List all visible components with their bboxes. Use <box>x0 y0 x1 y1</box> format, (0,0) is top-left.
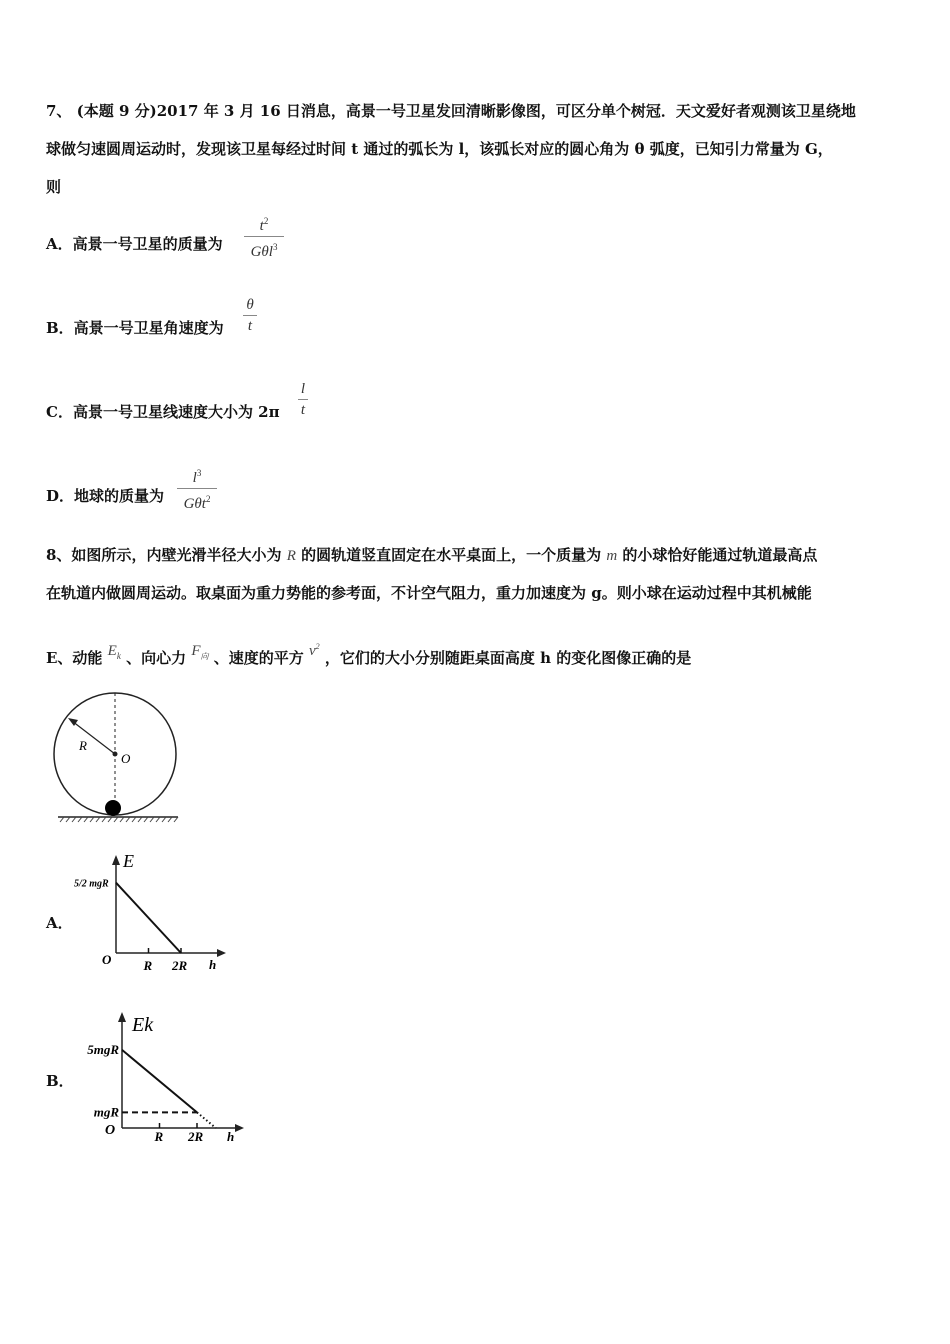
q7-option-b[interactable] <box>46 318 224 338</box>
ball <box>105 800 121 816</box>
y-axis-arrow <box>118 1012 126 1022</box>
y-tick-label: mgR <box>93 1104 119 1120</box>
frac-den: Gθl <box>250 244 273 260</box>
x-tick-label: 2R <box>188 1129 204 1144</box>
option-a-chart <box>72 850 232 978</box>
frac-den-sup: 3 <box>272 242 278 252</box>
x-tick-label: R <box>143 958 153 973</box>
q8-option-b-label: B． <box>46 1072 74 1090</box>
y-tick-label: 5mgR <box>87 1041 119 1057</box>
frac-num: θ <box>246 297 254 313</box>
radius-label: R <box>79 738 87 753</box>
x-tick-label: R <box>154 1129 164 1144</box>
x-axis-arrow <box>217 949 226 957</box>
x-axis-label: h <box>227 1129 235 1144</box>
q8-text: 的圆轨道竖直固定在水平桌面上，一个质量为 <box>301 546 602 564</box>
q8-option-a-label: A． <box>46 914 73 932</box>
q7-line-2: 球做匀速圆周运动时，发现该卫星每经过时间 t 通过的弧长为 l，该弧长对应的圆心角为 θ 弧度，已知引力常量为 G， <box>46 140 833 158</box>
q8-text: 8、如图所示，内壁光滑半径大小为 <box>46 546 282 564</box>
frac-num: l <box>300 381 306 397</box>
q8-text: E、动能 <box>46 649 103 667</box>
x-axis-arrow <box>235 1124 244 1132</box>
sym-main: F <box>191 643 201 659</box>
kinetic-energy-line <box>122 1050 197 1113</box>
sym-main: E <box>107 643 117 659</box>
y-axis-label: Ek <box>132 1014 154 1036</box>
q8-line-3 <box>46 642 692 675</box>
y-tick-label: 5/2 mgR <box>74 878 109 890</box>
y-axis-arrow <box>112 855 120 865</box>
option-b-chart <box>72 1007 252 1147</box>
q7-option-d-label: D．地球的质量为 <box>46 487 165 505</box>
sym-main: v <box>308 643 316 659</box>
sym-sub: k <box>116 651 121 661</box>
center-label: O <box>121 751 131 766</box>
q8-text: 的小球恰好能通过轨道最高点 <box>622 546 818 564</box>
q8-option-a[interactable] <box>46 913 73 933</box>
sym-sup: 2 <box>315 642 320 651</box>
frac-num: t <box>259 218 264 234</box>
q7-option-c-fraction <box>298 380 308 419</box>
q7-option-d[interactable] <box>46 486 164 506</box>
center-point <box>113 752 118 757</box>
frac-den: Gθt <box>183 496 206 512</box>
q7-option-a-label: A．高景一号卫星的质量为 <box>46 235 223 253</box>
q7-option-a-fraction <box>244 212 284 261</box>
frac-den: t <box>247 318 253 334</box>
q7-option-a[interactable] <box>46 234 223 254</box>
sym-sub: 向 <box>200 652 209 661</box>
kinetic-energy-extension <box>197 1112 216 1128</box>
x-tick-label: 2R <box>172 958 188 973</box>
energy-line <box>116 883 181 953</box>
frac-den: t <box>300 402 306 418</box>
symbol-F <box>191 643 208 659</box>
q7-option-b-label: B．高景一号卫星角速度为 <box>46 319 224 337</box>
q8-text: 、向心力 <box>126 649 187 667</box>
symbol-R: R <box>286 548 296 564</box>
symbol-v2 <box>309 643 320 659</box>
symbol-m: m <box>606 548 618 564</box>
frac-num: l <box>192 470 197 486</box>
q7-line-3: 则 <box>46 178 62 196</box>
q7-option-b-fraction <box>243 296 257 335</box>
frac-den-sup: 2 <box>205 494 211 504</box>
origin-label: O <box>105 1123 116 1138</box>
circular-track-figure <box>50 688 190 826</box>
q8-option-b[interactable] <box>46 1071 74 1091</box>
y-axis-label: E <box>123 851 134 871</box>
q8-line-1 <box>46 545 817 566</box>
q8-text: 、速度的平方 <box>213 649 304 667</box>
origin-label: O <box>102 952 112 967</box>
frac-num-sup: 2 <box>263 216 269 226</box>
q7-line-1: 7、 (本题 9 分)2017 年 3 月 16 日消息，高景一号卫星发回清晰影像图，可区分单个树冠．天文爱好者观测该卫星绕地 <box>46 102 856 120</box>
q7-option-d-fraction <box>177 464 217 513</box>
q7-option-c-label: C．高景一号卫星线速度大小为 2π <box>46 403 280 421</box>
frac-num-sup: 3 <box>196 468 202 478</box>
x-axis-label: h <box>209 957 217 972</box>
q8-line-2: 在轨道内做圆周运动。取桌面为重力势能的参考面，不计空气阻力，重力加速度为 g。则小球在运动过程中其机械能 <box>46 584 812 602</box>
q7-option-c[interactable] <box>46 402 280 422</box>
q8-text: ，它们的大小分别随距桌面高度 h 的变化图像正确的是 <box>324 649 692 667</box>
symbol-Ek <box>108 643 121 659</box>
